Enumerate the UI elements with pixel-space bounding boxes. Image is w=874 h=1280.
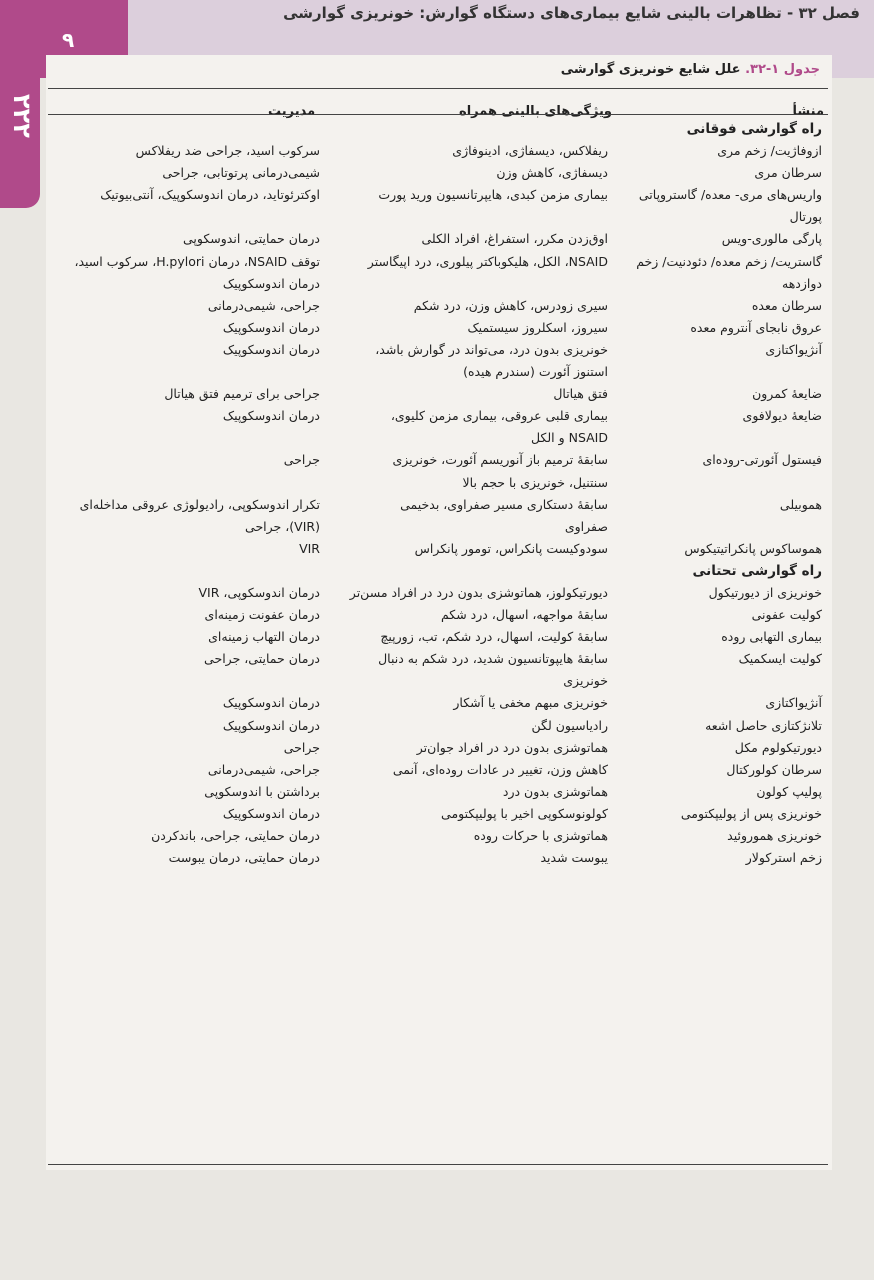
table-row (48, 184, 828, 206)
management-cell: درمان حمایتی، اندوسکوپی (183, 231, 320, 247)
origin-cell: سرطان مری (754, 165, 822, 181)
features-cell: سابقهٔ ترمیم باز آنوریسم آئورت، خونریزی (392, 452, 608, 468)
features-cell: بیماری قلبی عروقی، بیماری مزمن کلیوی، (390, 408, 608, 424)
origin-cell: راه گوارشی فوقانی (686, 121, 822, 137)
origin-cell: واریس‌های مری- معده/ گاستروپاتی (638, 187, 822, 203)
management-cell (48, 427, 328, 449)
management-cell: VIR (299, 540, 320, 556)
management-cell: جراحی (283, 452, 320, 468)
side-mark: ۲۲۲ (8, 94, 36, 138)
features-cell: دیسفاژی، کاهش وزن (496, 165, 608, 181)
features-cell: خونریزی بدون درد، می‌تواند در گوارش باشد، (375, 341, 608, 357)
management-cell: اوکترئوتاید، درمان اندوسکوپیک، آنتی‌بیوتیک (100, 187, 320, 203)
origin-cell (608, 472, 828, 494)
table-row (48, 317, 828, 339)
features-cell: هماتوشزی بدون درد (502, 783, 608, 799)
header-features: ویژگی‌های بالینی همراه (459, 104, 612, 119)
origin-cell: هموساکوس پانکراتیتیکوس (684, 540, 822, 556)
features-cell: سیروز، اسکلروز سیستمیک (467, 319, 608, 335)
management-cell: توقف NSAID، درمان H.pylori، سرکوب اسید، (74, 253, 320, 269)
table-row (48, 715, 828, 737)
header-management: مدیریت (268, 104, 316, 119)
features-cell (328, 118, 608, 140)
table-row (48, 670, 828, 692)
origin-cell: آنژیواکتازی (765, 695, 822, 711)
table-title: علل شایع خونریزی گوارشی (560, 62, 741, 77)
features-cell: سیری زودرس، کاهش وزن، درد شکم (413, 297, 608, 313)
origin-cell: فیستول آئورتی-روده‌ای (702, 452, 822, 468)
features-cell: سابقهٔ دستکاری مسیر صفراوی، بدخیمی (400, 496, 608, 512)
management-cell (48, 118, 328, 140)
management-cell: درمان اندوسکوپیک (222, 695, 320, 711)
origin-cell: زخم استرکولار (745, 850, 822, 866)
management-cell: درمان اندوسکوپیک (222, 408, 320, 424)
features-cell: رادیاسیون لگن (531, 717, 608, 733)
table-row (48, 803, 828, 825)
origin-cell: ازوفاژیت/ زخم مری (717, 143, 822, 159)
management-cell (48, 206, 328, 228)
origin-cell: خونریزی پس از پولیپکتومی (680, 805, 822, 821)
features-cell: دیورتیکولوز، هماتوشزی بدون درد در افراد مسن‌تر (349, 584, 608, 600)
table-row (48, 538, 828, 560)
table-row (48, 737, 828, 759)
features-cell: استنوز آئورت (سندرم هیده) (463, 364, 608, 380)
table-row (48, 472, 828, 494)
features-cell (328, 206, 608, 228)
management-cell: درمان اندوسکوپی، VIR (198, 584, 320, 600)
features-cell: خونریزی مبهم مخفی یا آشکار (453, 695, 608, 711)
features-cell: اوق‌زدن مکرر، استفراغ، افراد الکلی (421, 231, 608, 247)
section-row (48, 118, 828, 140)
origin-cell: خونریزی از دیورتیکول (708, 584, 822, 600)
origin-cell (608, 361, 828, 383)
table-row (48, 383, 828, 405)
origin-cell: هموبیلی (779, 496, 822, 512)
origin-cell: کولیت عفونی (751, 607, 822, 623)
management-cell: شیمی‌درمانی پرتوتابی، جراحی (162, 165, 320, 181)
origin-cell (608, 427, 828, 449)
table-row (48, 361, 828, 383)
table-row (48, 648, 828, 670)
features-cell: هماتوشزی بدون درد در افراد جوان‌تر (416, 739, 608, 755)
table-number: جدول ۱-۳۲. (745, 62, 820, 77)
origin-cell: گاستریت/ زخم معده/ دئودنیت/ زخم (636, 253, 822, 269)
features-cell: خونریزی (563, 673, 608, 689)
features-cell: یبوست شدید (540, 850, 608, 866)
table-bottom-rule (48, 1164, 828, 1165)
origin-cell: پولیپ کولون (756, 783, 822, 799)
table-row (48, 162, 828, 184)
features-cell: کاهش وزن، تغییر در عادات روده‌ای، آنمی (392, 761, 608, 777)
origin-cell: تلانژکتازی حاصل اشعه (705, 717, 822, 733)
table-row (48, 626, 828, 648)
origin-cell: سرطان کولورکتال (726, 761, 822, 777)
management-cell: سرکوب اسید، جراحی ضد ریفلاکس (135, 143, 320, 159)
management-cell: درمان التهاب زمینه‌ای (208, 629, 320, 645)
table-row (48, 825, 828, 847)
management-cell: درمان عفونت زمینه‌ای (204, 607, 320, 623)
management-cell: درمان اندوسکوپیک (222, 319, 320, 335)
table-row (48, 339, 828, 361)
management-cell: جراحی برای ترمیم فتق هیاتال (164, 386, 320, 402)
origin-cell (608, 516, 828, 538)
table-row (48, 273, 828, 295)
table-row (48, 516, 828, 538)
table-top-rule (48, 88, 828, 89)
features-cell: سابقهٔ هایپوتانسیون شدید، درد شکم به دنبال (378, 651, 608, 667)
features-cell: ریفلاکس، دیسفاژی، ادینوفاژی (452, 143, 608, 159)
table-row (48, 405, 828, 427)
features-cell: بیماری مزمن کبدی، هایپرتانسیون ورید پورت (378, 187, 608, 203)
features-cell (328, 273, 608, 295)
origin-cell: عروق نابجای آنتروم معده (690, 319, 822, 335)
management-cell (48, 361, 328, 383)
table-row (48, 228, 828, 250)
side-tab (0, 78, 40, 208)
header-rule (48, 114, 828, 115)
features-cell: صفراوی (564, 518, 608, 534)
page-number: ۹ (62, 28, 75, 52)
management-cell: درمان اندوسکوپیک (222, 717, 320, 733)
management-cell: برداشتن با اندوسکوپی (204, 783, 320, 799)
features-cell: کولونوسکوپی اخیر با پولیپکتومی (441, 805, 608, 821)
management-cell: تکرار اندوسکوپی، رادیولوژی عروقی مداخله‌ای (79, 496, 320, 512)
table-row (48, 494, 828, 516)
management-cell: درمان حمایتی، جراحی، باندکردن (151, 828, 320, 843)
table-row (48, 604, 828, 626)
origin-cell: پارگی مالوری-ویس (721, 231, 822, 247)
features-cell: سابقهٔ مواجهه، اسهال، درد شکم (440, 607, 608, 623)
table-row (48, 206, 828, 228)
table-row (48, 582, 828, 604)
features-cell: سابقهٔ کولیت، اسهال، درد شکم، تب، زورپیچ (380, 629, 608, 645)
table-row (48, 692, 828, 714)
management-cell: جراحی، شیمی‌درمانی (207, 761, 320, 777)
features-cell: هماتوشزی با حرکات روده (473, 828, 608, 843)
header-origin: منشأ (792, 104, 824, 119)
table-row (48, 449, 828, 471)
management-cell: درمان اندوسکوپیک (222, 805, 320, 821)
features-cell: سودوکیست پانکراس، تومور پانکراس (414, 540, 608, 556)
origin-cell: ضایعهٔ کمرون (752, 386, 822, 402)
origin-cell: آنژیواکتازی (765, 341, 822, 357)
management-cell: درمان اندوسکوپیک (222, 341, 320, 357)
origin-cell: دوازدهه (782, 275, 822, 291)
features-cell: فتق هیاتال (553, 386, 608, 402)
table-row (48, 427, 828, 449)
management-cell: جراحی (283, 739, 320, 755)
management-cell (48, 472, 328, 494)
table-row (48, 781, 828, 803)
management-cell (48, 670, 328, 692)
origin-cell: دیورتیکولوم مکل (734, 739, 822, 755)
management-cell (48, 560, 328, 582)
chapter-title: فصل ۳۲ - تظاهرات بالینی شایع بیماری‌های دستگاه گوارش: خونریزی گوارشی (283, 4, 860, 22)
section-row (48, 560, 828, 582)
management-cell: درمان حمایتی، درمان یبوست (168, 850, 320, 866)
table-row (48, 759, 828, 781)
origin-cell: بیماری التهابی روده (721, 629, 822, 645)
management-cell: درمان حمایتی، جراحی (204, 651, 320, 667)
management-cell: درمان اندوسکوپیک (222, 275, 320, 291)
features-cell: NSAID، الکل، هلیکوباکتر پیلوری، درد اپیگاستر (367, 253, 608, 269)
features-cell: سنتنیل، خونریزی با حجم بالا (462, 474, 608, 490)
table-body (48, 118, 828, 869)
table-caption (46, 62, 820, 77)
features-cell (328, 560, 608, 582)
table-row (48, 251, 828, 273)
table-row (48, 295, 828, 317)
origin-cell: سرطان معده (751, 297, 822, 313)
origin-cell: پورتال (789, 209, 822, 225)
management-cell: (VIR)، جراحی (245, 518, 320, 534)
origin-cell: کولیت ایسکمیک (738, 651, 822, 667)
table-row (48, 140, 828, 162)
origin-cell (608, 670, 828, 692)
origin-cell: ضایعهٔ دیولافوی (742, 408, 822, 424)
table-row (48, 847, 828, 869)
management-cell: جراحی، شیمی‌درمانی (207, 297, 320, 313)
features-cell: NSAID و الکل (530, 430, 608, 446)
origin-cell: راه گوارشی تحتانی (692, 562, 822, 579)
origin-cell: خونریزی هموروئید (727, 828, 822, 843)
